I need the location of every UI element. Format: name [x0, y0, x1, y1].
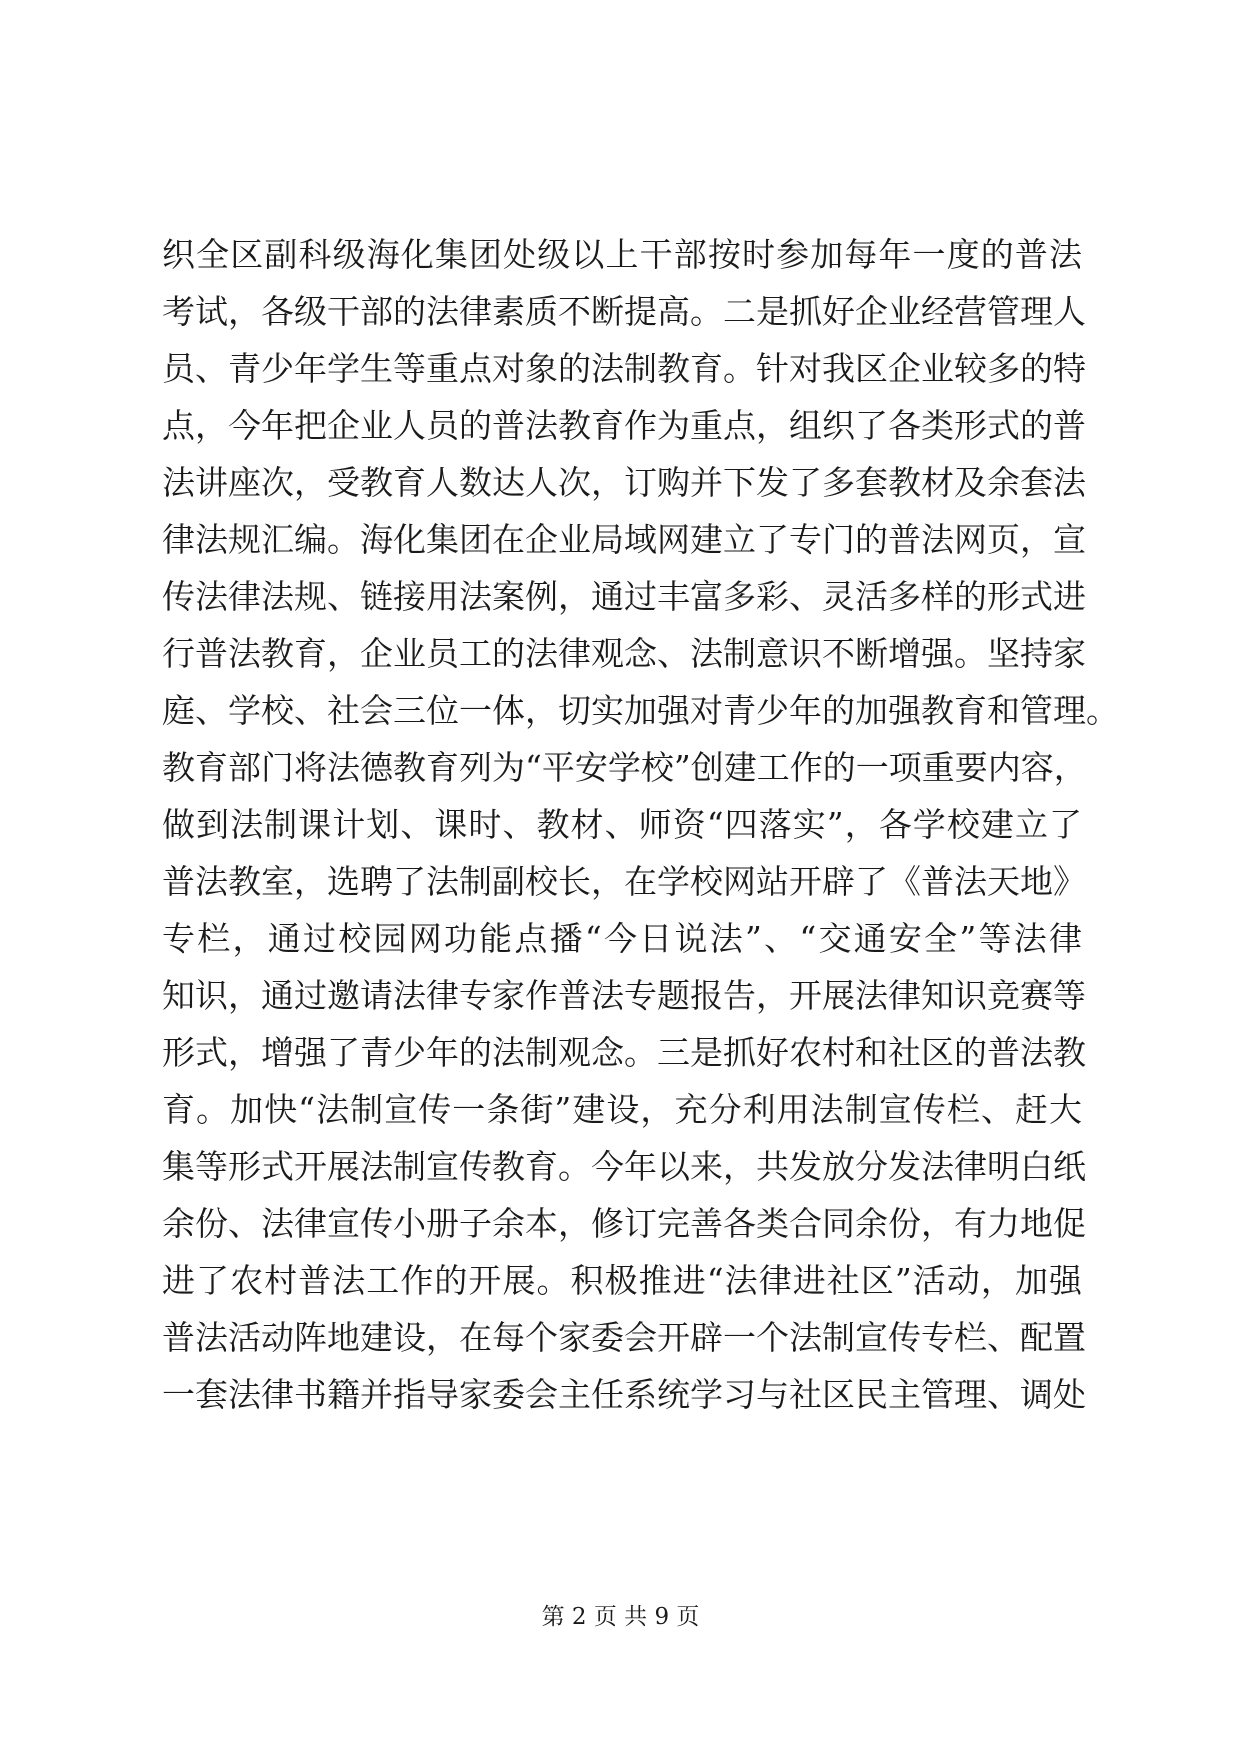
- text-line: 行普法教育，企业员工的法律观念、法制意识不断增强。坚持家: [162, 634, 1086, 673]
- page-number-footer: 第 2 页 共 9 页: [541, 1604, 700, 1630]
- text-line: 织全区副科级海化集团处级以上干部按时参加每年一度的普法: [162, 235, 1082, 274]
- text-line: 普法活动阵地建设，在每个家委会开辟一个法制宣传专栏、配置: [162, 1318, 1086, 1357]
- text-line: 点，今年把企业人员的普法教育作为重点，组织了各类形式的普: [162, 406, 1086, 445]
- text-line: 一套法律书籍并指导家委会主任系统学习与社区民主管理、调处: [162, 1375, 1086, 1414]
- text-line: 传法律法规、链接用法案例，通过丰富多彩、灵活多样的形式进: [162, 577, 1086, 616]
- text-line: 员、青少年学生等重点对象的法制教育。针对我区企业较多的特: [162, 349, 1086, 388]
- text-line: 教育部门将法德教育列为“平安学校”创建工作的一项重要内容，: [162, 748, 1087, 787]
- text-line: 考试，各级干部的法律素质不断提高。二是抓好企业经营管理人: [162, 292, 1086, 331]
- text-line: 律法规汇编。海化集团在企业局域网建立了专门的普法网页，宣: [162, 520, 1086, 559]
- text-line: 余份、法律宣传小册子余本，修订完善各类合同余份，有力地促: [162, 1204, 1086, 1243]
- text-line: 进了农村普法工作的开展。积极推进“法律进社区”活动，加强: [162, 1261, 1082, 1300]
- text-line: 普法教室，选聘了法制副校长，在学校网站开辟了《普法天地》: [162, 862, 1086, 901]
- text-line: 做到法制课计划、课时、教材、师资“四落实”，各学校建立了: [162, 805, 1082, 844]
- text-line: 庭、学校、社会三位一体，切实加强对青少年的加强教育和管理。: [162, 691, 1119, 730]
- text-line: 专栏，通过校园网功能点播“今日说法”、“交通安全”等法律: [162, 919, 1082, 958]
- text-line: 集等形式开展法制宣传教育。今年以来，共发放分发法律明白纸: [162, 1147, 1086, 1186]
- text-line: 知识，通过邀请法律专家作普法专题报告，开展法律知识竞赛等: [162, 976, 1086, 1015]
- text-line: 形式，增强了青少年的法制观念。三是抓好农村和社区的普法教: [162, 1033, 1086, 1072]
- body-paragraph: [162, 226, 1119, 1423]
- text-line: 法讲座次，受教育人数达人次，订购并下发了多套教材及余套法: [162, 463, 1086, 502]
- text-line: 育。加快“法制宣传一条街”建设，充分利用法制宣传栏、赶大: [162, 1090, 1082, 1129]
